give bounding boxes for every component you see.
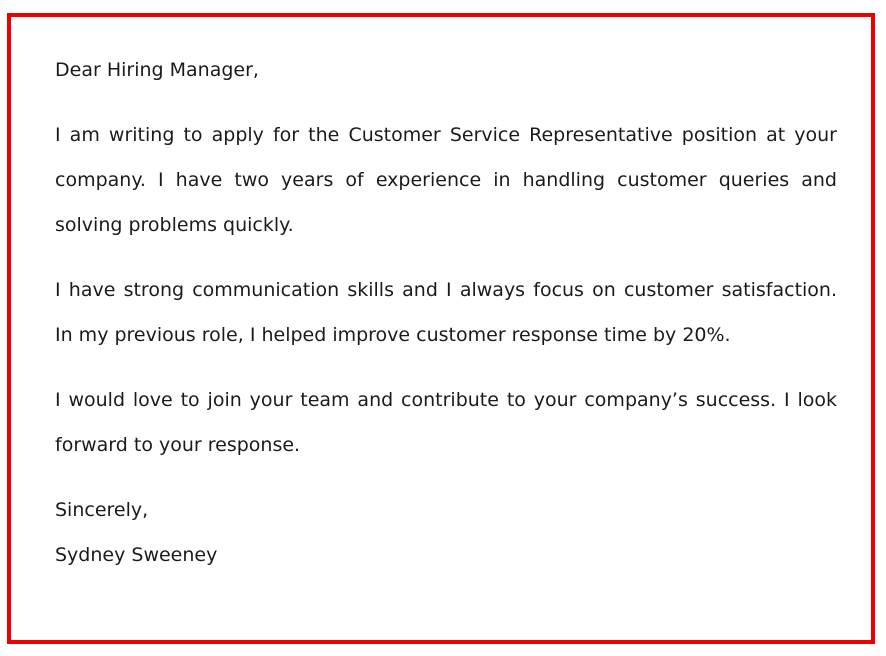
paragraph-closing-statement: I would love to join your team and contribute to your company’s success. I look forward to your response. bbox=[55, 389, 837, 456]
paragraph-intro: I am writing to apply for the Customer Service Representative position at your company. I have two years of experience in handling customer queries and solving problems quickly. bbox=[55, 124, 837, 236]
signature: Sydney Sweeney bbox=[55, 544, 218, 566]
cover-letter bbox=[55, 48, 837, 578]
salutation: Dear Hiring Manager, bbox=[55, 59, 259, 81]
closing: Sincerely, bbox=[55, 499, 149, 521]
letter-frame bbox=[7, 13, 875, 644]
paragraph-skills: I have strong communication skills and I always focus on customer satisfaction. In my previous role, I helped improve customer response time by 20%. bbox=[55, 279, 837, 346]
